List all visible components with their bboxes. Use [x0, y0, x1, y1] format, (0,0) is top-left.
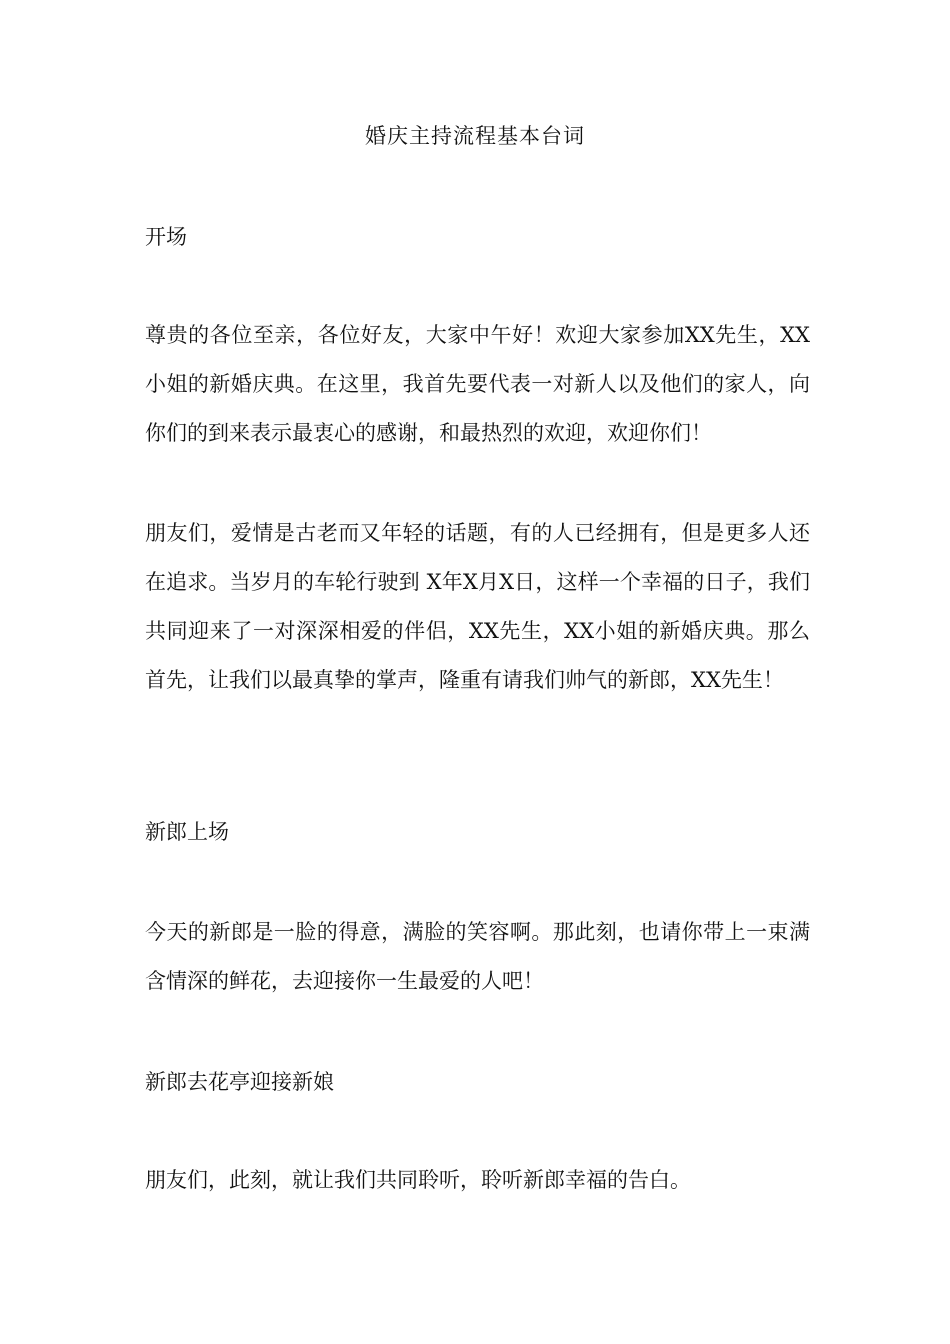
- section-heading-groom-meets-bride: 新郎去花亭迎接新娘: [145, 1070, 334, 1094]
- paragraph-opening-love: 朋友们，爱情是古老而又年轻的话题，有的人已经拥有，但是更多人还在追求。当岁月的车轮行驶到 X年X月X日，这样一个幸福的日子，我们共同迎来了一对深深相爱的伴侣，XX先生，XX小姐的新婚庆典。那么首先，让我们以最真挚的掌声，隆重有请我们帅气的新郎，XX先生！: [145, 521, 810, 692]
- document-title: 婚庆主持流程基本台词: [365, 124, 585, 148]
- paragraph-groom-confession: 朋友们，此刻，就让我们共同聆听，聆听新郎幸福的告白。: [145, 1168, 691, 1192]
- section-heading-opening: 开场: [145, 225, 187, 249]
- paragraph-opening-welcome: 尊贵的各位至亲，各位好友，大家中午好！欢迎大家参加XX先生，XX小姐的新婚庆典。在这里，我首先要代表一对新人以及他们的家人，向你们的到来表示最衷心的感谢，和最热烈的欢迎，欢迎你们！: [145, 323, 810, 445]
- section-heading-groom-entrance: 新郎上场: [145, 820, 229, 844]
- paragraph-groom-entrance: 今天的新郎是一脸的得意，满脸的笑容啊。那此刻，也请你带上一束满含情深的鲜花，去迎接你一生最爱的人吧！: [145, 920, 810, 993]
